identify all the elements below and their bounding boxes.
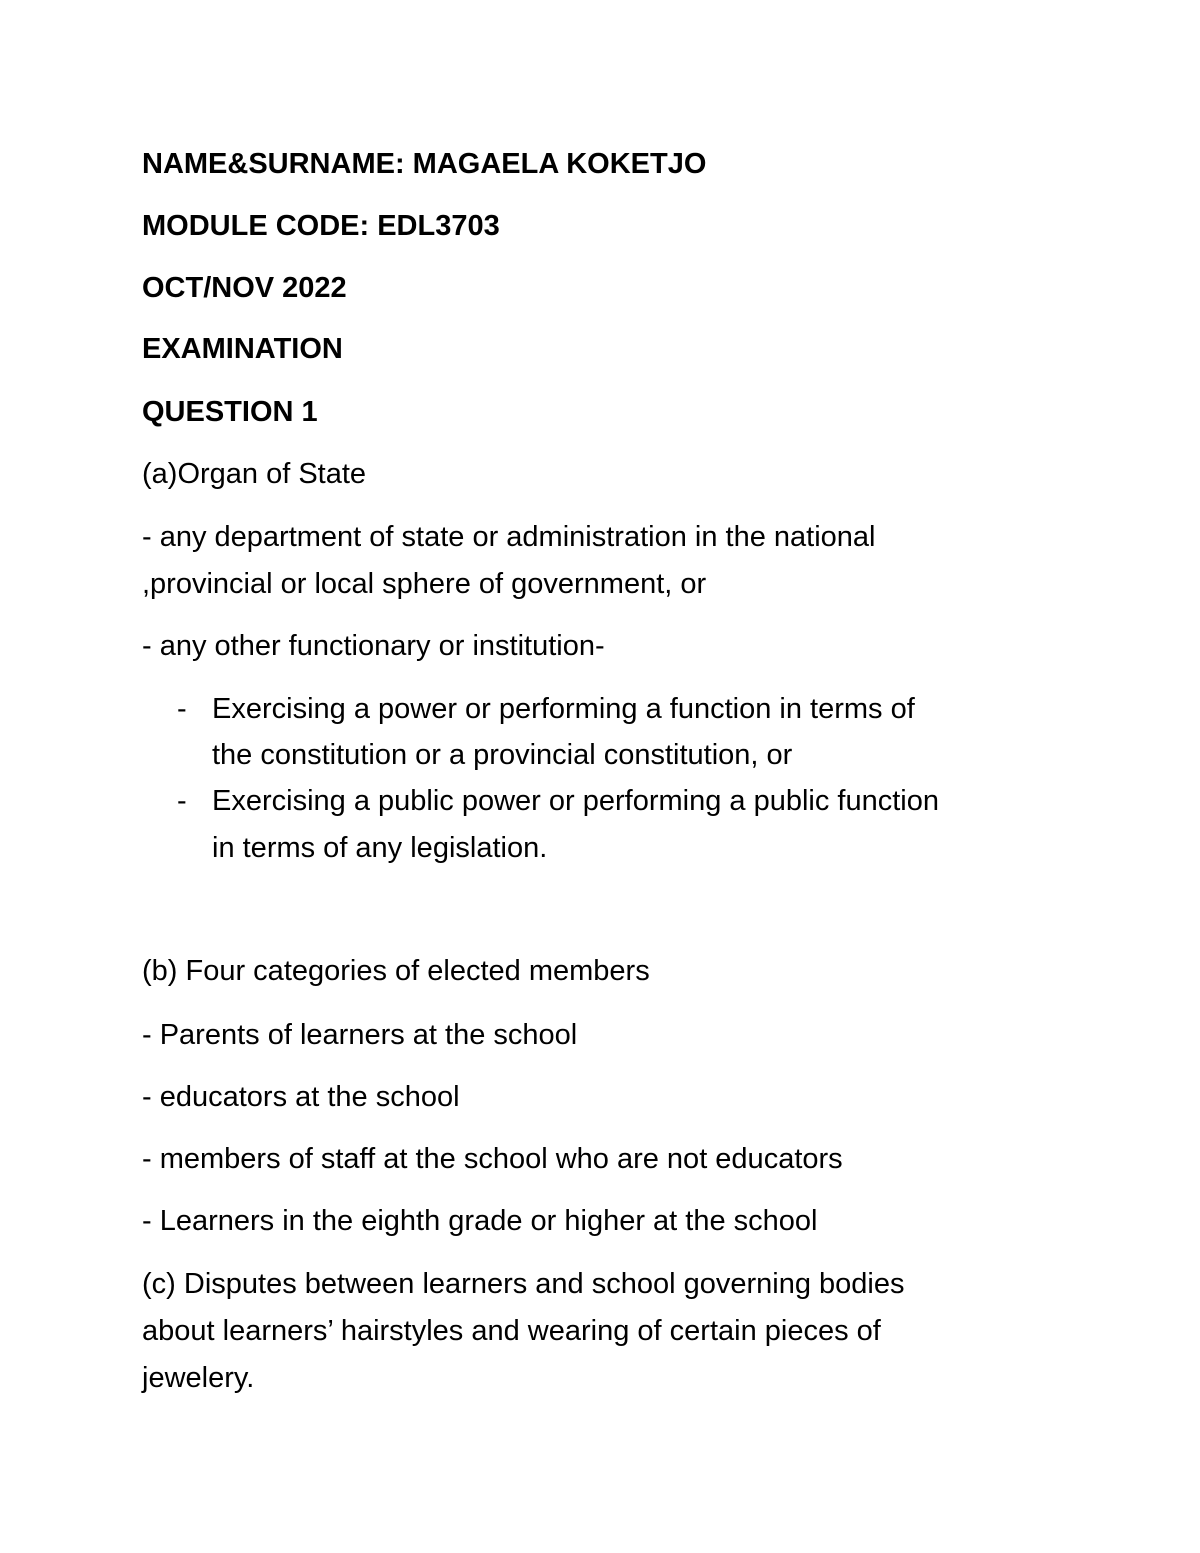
part-a-item-1-line-2: ,provincial or local sphere of government, or <box>142 568 707 600</box>
exam-date-line: OCT/NOV 2022 <box>142 272 347 304</box>
question-heading: QUESTION 1 <box>142 396 318 428</box>
part-b-heading: (b) Four categories of elected members <box>142 955 650 987</box>
part-a-item-2: - any other functionary or institution- <box>142 630 605 662</box>
part-a-item-1-line-1: - any department of state or administration in the national <box>142 521 876 553</box>
sub-bullet-marker: - <box>177 785 187 817</box>
sub-bullet-2-line-2: in terms of any legislation. <box>212 832 548 864</box>
sub-bullet-1-line-2: the constitution or a provincial constitution, or <box>212 739 793 771</box>
part-c-line-1: (c) Disputes between learners and school governing bodies <box>142 1268 905 1300</box>
sub-bullet-2-line-1: Exercising a public power or performing a public function <box>212 785 939 817</box>
part-a-heading: (a)Organ of State <box>142 458 367 490</box>
part-b-item: - members of staff at the school who are not educators <box>142 1143 843 1175</box>
sub-bullet-1-line-1: Exercising a power or performing a function in terms of <box>212 693 915 725</box>
name-surname-line: NAME&SURNAME: MAGAELA KOKETJO <box>142 148 707 180</box>
module-code-line: MODULE CODE: EDL3703 <box>142 210 500 242</box>
part-b-item: - educators at the school <box>142 1081 460 1113</box>
part-b-item: - Parents of learners at the school <box>142 1019 578 1051</box>
part-c-line-3: jewelery. <box>142 1362 255 1394</box>
sub-bullet-marker: - <box>177 693 187 725</box>
examination-heading: EXAMINATION <box>142 333 343 365</box>
part-c-line-2: about learners’ hairstyles and wearing of certain pieces of <box>142 1315 881 1347</box>
part-b-item: - Learners in the eighth grade or higher at the school <box>142 1205 818 1237</box>
